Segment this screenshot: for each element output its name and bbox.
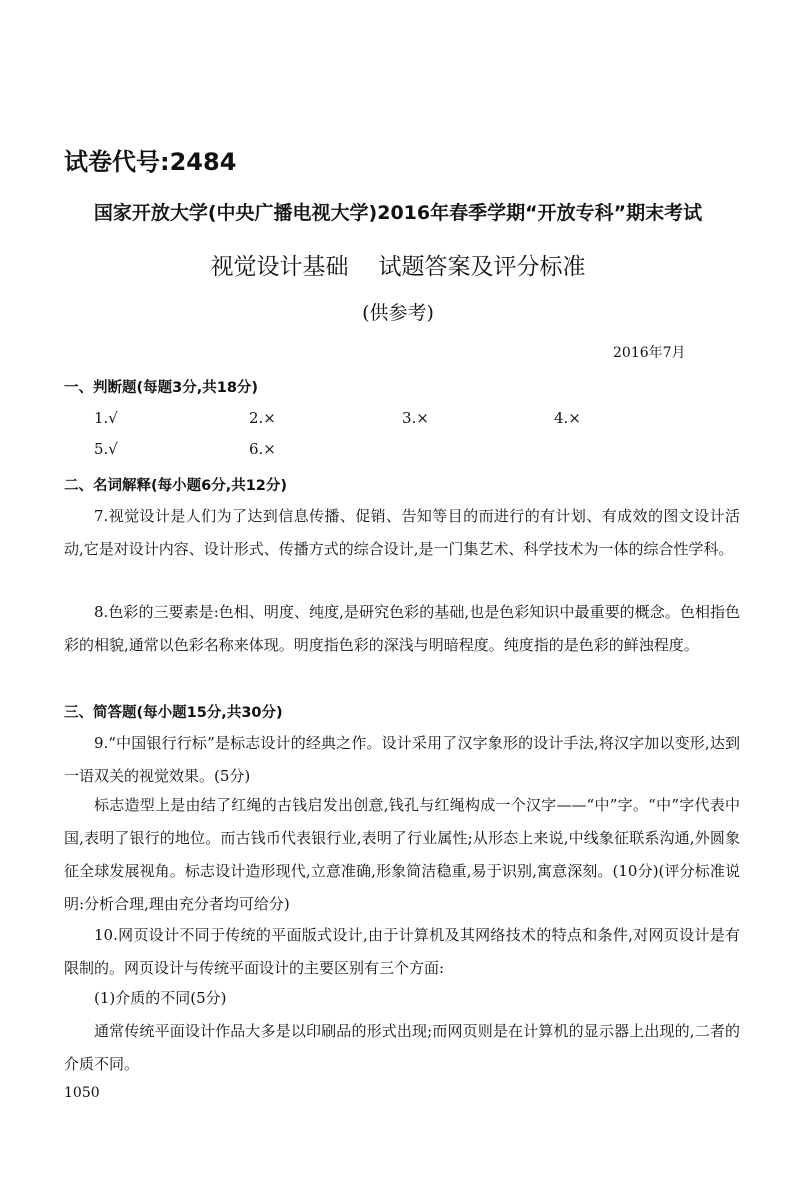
answer-4: 4.× [554, 409, 581, 427]
reference-note: (供参考) [362, 302, 434, 324]
answer-9-detail: 标志造型上是由结了红绳的古钱启发出创意,钱孔与红绳构成一个汉字——“中”字。“中”字代表中国,表明了银行的地位。而古钱币代表银行业,表明了行业属性;从形态上来说,中线象征联系沟通,外圆象征全球发展视角。标志设计造形现代,立意准确,形象简洁稳重,易于识别,寓意深刻。(10分)(评分标准说明:分析合理,理由充分者均可给分) [64, 796, 740, 913]
answer-6: 6.× [249, 440, 276, 458]
answer-2: 2.× [249, 409, 276, 427]
answer-10-point1: (1)介质的不同(5分) [94, 989, 227, 1007]
section1-heading: 一、判断题(每题3分,共18分) [64, 380, 259, 396]
answer-9-intro: 9.“中国银行行标”是标志设计的经典之作。设计采用了汉字象形的设计手法,将汉字加以变形,达到一语双关的视觉效果。(5分) [64, 734, 740, 785]
section2-heading: 二、名词解释(每小题6分,共12分) [64, 478, 288, 494]
course-name: 视觉设计基础 [210, 254, 349, 280]
answer-7-paragraph: 7.视觉设计是人们为了达到信息传播、促销、告知等目的而进行的有计划、有成效的图文设计活动,它是对设计内容、设计形式、传播方式的综合设计,是一门集艺术、科学技术为一体的综合性学科。 [64, 507, 740, 558]
answer-10-intro: 10.网页设计不同于传统的平面版式设计,由于计算机及其网络技术的特点和条件,对网页设计是有限制的。网页设计与传统平面设计的主要区别有三个方面: [64, 926, 740, 977]
document-type: 试题答案及评分标准 [378, 254, 586, 280]
answer-1: 1.√ [94, 409, 118, 427]
answer-10-point1-detail: 通常传统平面设计作品大多是以印刷品的形式出现;而网页则是在计算机的显示器上出现的,二者的介质不同。 [64, 1022, 740, 1073]
answer-5: 5.√ [94, 440, 118, 458]
section3-heading: 三、简答题(每小题15分,共30分) [64, 705, 283, 721]
page-number: 1050 [64, 1085, 100, 1101]
exam-date: 2016年7月 [613, 345, 686, 361]
exam-institution-line: 国家开放大学(中央广播电视大学)2016年春季学期“开放专科”期末考试 [93, 202, 703, 224]
answer-8-paragraph: 8.色彩的三要素是:色相、明度、纯度,是研究色彩的基础,也是色彩知识中最重要的概念。色相指色彩的相貌,通常以色彩名称来体现。明度指色彩的深浅与明暗程度。纯度指的是色彩的鲜浊程度。 [64, 603, 740, 654]
paper-code: 试卷代号:2484 [64, 148, 237, 176]
document-title [0, 248, 796, 281]
answer-3: 3.× [402, 409, 429, 427]
